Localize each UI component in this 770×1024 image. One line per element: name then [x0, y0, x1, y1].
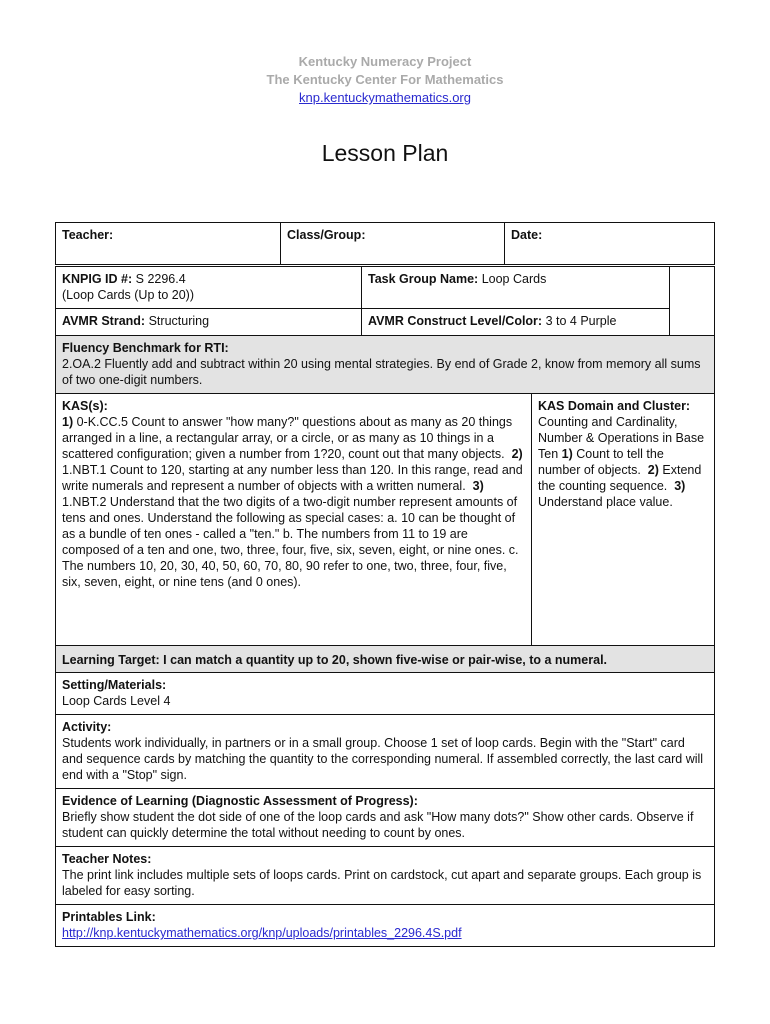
kas-text — [62, 414, 525, 590]
center-name: The Kentucky Center For Mathematics — [266, 72, 504, 87]
class-group-label: Class/Group: — [287, 228, 366, 242]
evidence-label: Evidence of Learning (Diagnostic Assessment of Progress): — [62, 794, 418, 808]
printables-link[interactable]: http://knp.kentuckymathematics.org/knp/uploads/printables_2296.4S.pdf — [62, 926, 462, 940]
header-url-link[interactable]: knp.kentuckymathematics.org — [299, 90, 471, 105]
avmr-construct-value: 3 to 4 Purple — [545, 314, 617, 328]
knpig-cell — [55, 266, 362, 309]
kas-domain-num-3: 3) — [674, 479, 686, 493]
setting-label: Setting/Materials: — [62, 678, 167, 692]
kas-domain-cell — [531, 393, 715, 646]
kas-domain-label: KAS Domain and Cluster: — [538, 399, 691, 413]
activity-cell — [55, 714, 715, 789]
avmr-construct-label: AVMR Construct Level/Color: — [368, 314, 543, 328]
teacher-notes-cell — [55, 846, 715, 905]
task-group-label: Task Group Name: — [368, 272, 479, 286]
fluency-text: 2.OA.2 Fluently add and subtract within 20 using mental strategies. By end of Grade 2, know from memory all sums of two one-digit numbers. — [62, 357, 701, 387]
knpig-value: S 2296.4 — [135, 272, 186, 286]
fluency-cell — [55, 335, 715, 394]
task-group-cell — [361, 266, 670, 309]
class-group-cell — [280, 222, 505, 265]
kas-domain-num-2: 2) — [647, 463, 659, 477]
kas-num-2: 2) — [511, 447, 523, 461]
learning-target-cell — [55, 645, 715, 673]
kas-num-1: 1) — [62, 415, 74, 429]
task-group-value: Loop Cards — [481, 272, 547, 286]
fluency-label: Fluency Benchmark for RTI: — [62, 341, 229, 355]
kas-standard-2: 1.NBT.1 Count to 120, starting at any number less than 120. In this range, read and write numerals and represent a number of objects with a written numeral. — [62, 463, 523, 493]
kas-num-3: 3) — [472, 479, 484, 493]
page-title: Lesson Plan — [321, 140, 449, 166]
activity-label: Activity: — [62, 720, 112, 734]
learning-target: Learning Target: I can match a quantity up to 20, shown five-wise or pair-wise, to a numeral. — [62, 653, 608, 667]
kas-domain-cluster-1: Count to tell the number of objects. — [538, 447, 664, 477]
kas-domain-intro: Counting and Cardinality, Number & Operations in Base Ten — [538, 415, 705, 461]
kas-cell — [55, 393, 532, 646]
avmr-construct-cell — [361, 308, 670, 336]
knpig-sub: (Loop Cards (Up to 20)) — [62, 288, 195, 302]
printables-label: Printables Link: — [62, 910, 156, 924]
kas-standard-3: 1.NBT.2 Understand that the two digits of a two-digit number represent amounts of tens and ones. Understand the following as special cases: a. 10 can be thought of as a bundle of ten ones - called a "ten." b. The numbers from 11 to 19 are composed of a ten and one, two, three, four, five, six, seven, eight, or nine ones. c. The numbers 10, 20, 30, 40, 50, 60, 70, 80, 90 refer to one, two, three, four, five, six, seven, eight, or nine tens (and 0 ones). — [62, 495, 519, 589]
org-name: Kentucky Numeracy Project — [298, 54, 472, 69]
kas-domain-text — [538, 414, 708, 510]
date-label: Date: — [511, 228, 543, 242]
setting-cell — [55, 672, 715, 715]
date-cell — [504, 222, 715, 265]
blank-cell — [669, 266, 715, 336]
setting-text: Loop Cards Level 4 — [62, 694, 171, 708]
teacher-label: Teacher: — [62, 228, 114, 242]
teacher-notes-label: Teacher Notes: — [62, 852, 152, 866]
kas-label: KAS(s): — [62, 399, 108, 413]
avmr-strand-value: Structuring — [148, 314, 210, 328]
printables-cell — [55, 904, 715, 947]
kas-domain-num-1: 1) — [561, 447, 573, 461]
activity-text: Students work individually, in partners or in a small group. Choose 1 set of loop cards. Begin with the "Start" card and sequence cards by matching the quantity to the corresponding numeral. If assembled correctly, the last card will end with a "Stop" sign. — [62, 736, 704, 782]
kas-standard-1: 0-K.CC.5 Count to answer "how many?" questions about as many as 20 things arranged in a line, a rectangular array, or a circle, or as many as 10 things in a scattered configuration; given a number from 1?20, count out that many objects. — [62, 415, 513, 461]
knpig-label: KNPIG ID #: — [62, 272, 133, 286]
kas-domain-cluster-2: Extend the counting sequence. — [538, 463, 702, 493]
evidence-cell — [55, 788, 715, 847]
evidence-text: Briefly show student the dot side of one of the loop cards and ask "How many dots?" Show other cards. Observe if student can quickly determine the total without needing to count by ones. — [62, 810, 694, 840]
avmr-strand-cell — [55, 308, 362, 336]
teacher-notes-text: The print link includes multiple sets of loops cards. Print on cardstock, cut apart and separate groups. Each group is labeled for easy sorting. — [62, 868, 702, 898]
teacher-cell — [55, 222, 281, 265]
kas-domain-cluster-3: Understand place value. — [538, 495, 673, 509]
avmr-strand-label: AVMR Strand: — [62, 314, 146, 328]
